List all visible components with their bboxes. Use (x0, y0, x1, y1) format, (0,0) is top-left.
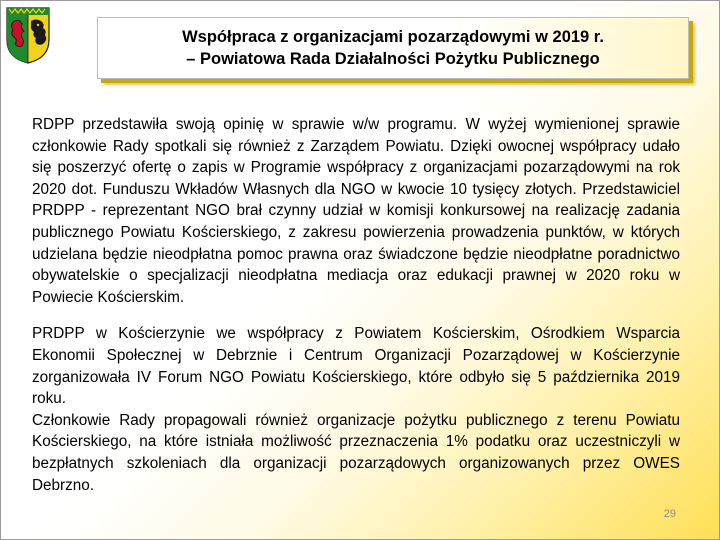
body-paragraph-2: PRDPP w Kościerzynie we współpracy z Powiatem Kościerskim, Ośrodkiem Wsparcia Ekonomii Społecznej w Debrznie i Centrum Organizacji Pozarządowej w Kościerzynie zorganizowała IV Forum NGO Powiatu Kościerskiego, które odbyło się 5 października 2019 roku. (32, 325, 680, 408)
slide-title-box (97, 17, 689, 79)
body-paragraph-1: RDPP przedstawiła swoją opinię w sprawie w/w programu. W wyżej wymienionej sprawie członkowie Rady spotkali się również z Zarządem Powiatu. Dzięki owocnej współpracy udało się poszerzyć ofertę o zapis w Programie współpracy z organizacjami pozarządowymi na rok 2020 dot. Funduszu Wkładów Własnych dla NGO w kwocie 10 tysięcy złotych. Przedstawiciel PRDPP - reprezentant NGO brał czynny udział w komisji konkursowej na realizację zadania publicznego Powiatu Kościerskiego, z zakresu powierzenia prowadzenia punktów, w których udzielana będzie nieodpłatna pomoc prawna oraz świadczone będzie nieodpłatne poradnictwo obywatelskie o specjalizacji nieodpłatna mediacja oraz edukacji prawnej w 2020 roku w Powiecie Kościerskim. (32, 116, 680, 306)
page-number: 29 (663, 508, 676, 520)
slide-body (32, 114, 680, 496)
slide-title-line-2: – Powiatowa Rada Działalności Pożytku Publicznego (186, 50, 600, 68)
body-paragraph-3: Członkowie Rady propagowali również organizacje pożytku publicznego z terenu Powiatu Kościerskiego, na które istniała możliwość przeznaczenia 1% podatku oraz uczestniczyli w bezpłatnych szkoleniach dla organizacji pozarządowych organizowanych przez OWES Debrzno. (32, 411, 680, 494)
coat-of-arms-icon (5, 6, 51, 64)
slide-title-line-1: Współpraca z organizacjami pozarządowymi w 2019 r. (182, 28, 604, 46)
